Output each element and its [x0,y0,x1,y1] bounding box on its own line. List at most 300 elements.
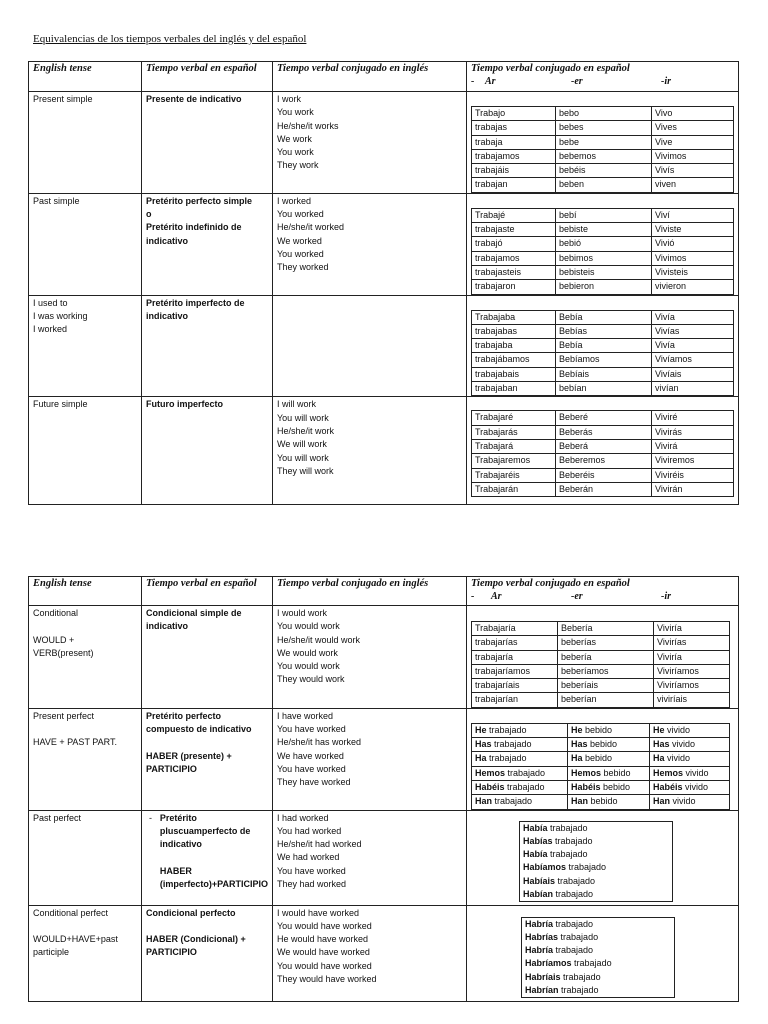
auxiliary-verb: Habrían [525,985,559,996]
conjugation-ir: Vivías [652,324,734,338]
conjugation-ir: vivieron [652,280,734,294]
participle: vivido [672,796,696,807]
conjugation-ar: Trabajarás [472,425,556,439]
spanish-conjugation-cell [467,606,739,709]
conjugation-ir [650,723,730,737]
english-tense-line [33,620,137,633]
conjugation-ir: Vivíamos [652,353,734,367]
conjugation-ar: Trabajarán [472,482,556,496]
conjugation-line [523,848,669,861]
auxiliary-verb: Has [571,739,588,750]
conjugation-row [472,439,734,453]
conjugation-ir: Vive [652,135,734,149]
participle: bebido [585,724,613,735]
conjugation-ar: trabajaban [472,382,556,396]
english-tense-cell [29,92,142,194]
conjugation-row [472,482,734,496]
spanish-tense-line: (imperfecto)+PARTICIPIO [159,879,268,890]
participle: bebido [590,796,618,807]
conjugation-row [472,107,734,121]
participle: trabajado [555,835,593,846]
spanish-tense-cell [142,606,273,709]
conjugation-er: bebisteis [556,265,652,279]
english-conjugation-line: You worked [277,209,324,220]
conjugation-ir: Viviré [652,411,734,425]
spanish-tense-line: compuesto de indicativo [146,724,252,735]
conjugation-er: bebían [556,382,652,396]
conjugation-ir: Vivisteis [652,265,734,279]
conjugation-er: bebieron [556,280,652,294]
conjugation-er: bebió [556,237,652,251]
english-conjugation-cell [273,295,467,397]
conjugation-ir: Viviremos [652,454,734,468]
english-tense-cell [29,810,142,905]
conjugation-ar: trabajamos [472,149,556,163]
conjugation-ir [650,752,730,766]
auxiliary-verb: Habías [523,835,553,846]
auxiliary-verb: Han [475,796,493,807]
auxiliary-verb: Hemos [653,767,684,778]
participle: trabajado [489,724,527,735]
conjugation-er [568,738,650,752]
english-conjugation-line: You have worked [277,724,346,735]
spanish-tense-line: Condicional perfecto [146,907,236,918]
table-row [29,810,739,905]
table-row [29,397,739,505]
conjugation-er: Bebíais [556,367,652,381]
participle: trabajado [563,971,601,982]
conjugation-er: Beberé [556,411,652,425]
conjugation-er: Bebíamos [556,353,652,367]
conjugation-er: Beberá [556,439,652,453]
auxiliary-verb: Habíamos [523,862,567,873]
english-tense-cell [29,606,142,709]
conjugation-ar: trabajasteis [472,265,556,279]
conjugation-er: Beberás [556,425,652,439]
english-conjugation-line: You work [277,147,314,158]
english-tense-line: Future simple [33,399,88,410]
header-spanish-tense: Tiempo verbal en español [142,62,273,92]
english-tense-line: Conditional perfect [33,907,109,918]
conjugation-row [472,324,734,338]
english-conjugation-cell [273,397,467,505]
spanish-tense-line: Futuro imperfecto [146,399,224,410]
conjugation-row [472,766,730,780]
table-row [29,92,739,194]
english-tense-line: Present simple [33,94,93,104]
auxiliary-verb: Habría [525,918,554,929]
spanish-tense-line: HABER (presente) + [146,750,232,761]
english-conjugation-line: We have worked [277,750,344,761]
spanish-tense-lines [160,812,268,892]
auxiliary-verb: Han [571,796,589,807]
auxiliary-verb: Hemos [571,767,602,778]
conjugation-ar: Trabajaría [472,622,558,636]
conjugation-grid [471,410,734,497]
conjugation-ar [472,795,568,809]
header-spanish-conjugated-2 [467,577,739,606]
english-conjugation-line: They work [277,160,319,171]
header-english-tense: English tense [29,62,142,92]
conjugation-box [521,917,675,999]
participle: trabajado [507,781,545,792]
conjugation-ar: Trabajo [472,107,556,121]
conjugation-er: Bebías [556,324,652,338]
participle: trabajado [574,958,612,969]
conjugation-er: bebo [556,107,652,121]
header-english-tense-2: English tense [29,577,142,606]
english-conjugation-line: They have worked [277,777,351,788]
participle: bebido [603,781,631,792]
english-tense-cell [29,397,142,505]
conjugation-row [472,752,730,766]
participle: vivido [672,739,696,750]
conjugation-ir: Vives [652,121,734,135]
auxiliary-verb: He [571,724,583,735]
conjugation-er: Beberán [556,482,652,496]
english-tense-line [33,920,137,933]
conjugation-ir: viviríais [654,693,730,707]
conjugation-er: bebe [556,135,652,149]
conjugation-ir [650,766,730,780]
conjugation-er: bebí [556,208,652,222]
english-conjugation-line: You have worked [277,865,346,876]
conjugation-row [472,468,734,482]
conjugation-row [472,411,734,425]
conjugation-row [472,723,730,737]
english-conjugation-line: You worked [277,248,324,259]
spanish-tense-line: Presente de indicativo [146,94,242,104]
participle: trabajado [557,875,596,886]
conjugation-line [523,835,669,848]
english-conjugation-line: You will work [277,412,329,423]
conjugation-line [523,875,669,888]
conjugation-ir: Vivirías [654,636,730,650]
conjugation-row [472,149,734,163]
conjugation-ar: trabajó [472,237,556,251]
conjugation-ar: Trabajé [472,208,556,222]
conjugation-row [472,367,734,381]
english-conjugation-line: You will work [277,452,329,463]
conjugation-ar [472,780,568,794]
participle: bebido [590,739,618,750]
spanish-tense-line: indicativo [146,621,189,632]
english-conjugation-cell [273,810,467,905]
conjugation-ir: Vivirá [652,439,734,453]
header-ar: Ar [485,76,496,87]
header-english-conjugated-2: Tiempo verbal conjugado en inglés [273,577,467,606]
participle: trabajado [494,796,533,807]
auxiliary-verb: Ha [475,753,487,764]
english-conjugation-line: I worked [277,195,312,206]
header-ar-2: Ar [491,591,502,602]
spanish-tense-line [146,736,268,749]
auxiliary-verb: He [653,724,665,735]
english-conjugation-line: He/she/it has worked [277,737,362,748]
conjugation-ir: Vivíais [652,367,734,381]
conjugation-ir: vivían [652,382,734,396]
english-tense-line: HAVE + PAST PART. [33,737,117,748]
english-tense-line [33,723,137,736]
conjugation-ar [472,766,568,780]
spanish-tense-line: Pretérito [159,812,197,823]
conjugation-ar: trabajaba [472,339,556,353]
spanish-tense-line: Pretérito indefinido de [146,222,242,233]
conjugation-er: bebería [558,650,654,664]
header-er: -er [571,76,583,87]
conjugation-ar: trabajaron [472,280,556,294]
conjugation-line [523,861,669,874]
spanish-tense-line: Condicional simple de [146,608,242,618]
english-conjugation-line: I have worked [277,710,334,721]
table-row [29,193,739,295]
header-spanish-conjugated [467,62,739,92]
auxiliary-verb: Habéis [475,781,505,792]
spanish-tense-line: pluscuamperfecto de [159,825,251,836]
spanish-conjugation-cell [467,92,739,194]
english-conjugation-line: We would have worked [277,947,370,958]
english-conjugation-line: You had worked [277,825,342,836]
conjugation-row [472,178,734,192]
conjugation-row [472,650,730,664]
auxiliary-verb: Ha [653,753,665,764]
participle: trabajado [560,931,599,942]
conjugation-er: beberíais [558,679,654,693]
conjugation-ir: Vivía [652,339,734,353]
spanish-conjugation-cell [467,905,739,1001]
conjugation-row [472,251,734,265]
auxiliary-verb: Hemos [475,767,506,778]
participle: trabajado [555,918,594,929]
spanish-tense-line [160,851,268,864]
conjugation-row [472,339,734,353]
english-conjugation-line: I had worked [277,812,329,823]
conjugation-row [472,237,734,251]
table2-body [29,606,739,1002]
english-conjugation-cell [273,606,467,709]
auxiliary-verb: Has [653,739,670,750]
participle: trabajado [507,767,546,778]
conjugation-line [525,957,671,970]
english-conjugation-line: They had worked [277,879,347,890]
english-conjugation-line: We work [277,133,312,144]
english-conjugation-line: I would have worked [277,907,360,918]
spanish-tense-cell [142,92,273,194]
conjugation-er [568,795,650,809]
conjugation-er: bebemos [556,149,652,163]
english-conjugation-line: He would have worked [277,934,369,945]
conjugation-row [472,280,734,294]
participle: trabajado [550,822,588,833]
english-tense-line: I used to [33,297,68,308]
table-row [29,606,739,709]
english-conjugation-line: He/she/it worked [277,222,345,233]
verb-table-1 [28,61,739,505]
conjugation-er [568,780,650,794]
conjugation-ar: trabajáis [472,164,556,178]
conjugation-er: Bebía [556,339,652,353]
conjugation-row [472,223,734,237]
spanish-tense-line: PARTICIPIO [146,947,197,958]
spanish-tense-line: Pretérito imperfecto de [146,297,245,308]
participle: vivido [685,781,709,792]
conjugation-row [472,382,734,396]
document-title: Equivalencias de los tiempos verbales del inglés y del español [33,33,307,45]
english-tense-line: Past perfect [33,812,82,823]
list-dash: - [149,812,152,823]
conjugation-ar: Trabajará [472,439,556,453]
conjugation-row [472,121,734,135]
conjugation-ir: Viviríamos [654,679,730,693]
auxiliary-verb: Habían [523,889,554,900]
participle: bebido [585,753,613,764]
participle: trabajado [494,739,532,750]
spanish-conjugation-cell [467,708,739,810]
header-english-conjugated: Tiempo verbal conjugado en inglés [273,62,467,92]
conjugation-ar [472,738,568,752]
english-conjugation-line: I work [277,94,302,104]
spanish-tense-cell [142,810,273,905]
english-tense-line: WOULD + [33,634,75,645]
header-ir-2: -ir [661,591,671,602]
conjugation-ar: trabaja [472,135,556,149]
english-tense-line: participle [33,947,70,958]
conjugation-line [525,931,671,944]
english-tense-cell [29,295,142,397]
conjugation-ir [650,780,730,794]
participle: bebido [603,767,631,778]
spanish-tense-line: Pretérito perfecto simple [146,195,253,206]
english-tense-line: I was working [33,310,88,321]
conjugation-ar: trabajaste [472,223,556,237]
auxiliary-verb: Habéis [653,781,683,792]
auxiliary-verb: Han [653,796,671,807]
auxiliary-verb: Ha [571,753,583,764]
conjugation-row [472,693,730,707]
conjugation-ar: trabajarían [472,693,558,707]
conjugation-er: beberías [558,636,654,650]
english-conjugation-line: You would work [277,661,340,672]
english-conjugation-line: They would have worked [277,974,377,985]
spanish-tense-line: HABER [159,865,192,876]
conjugation-ir: viven [652,178,734,192]
auxiliary-verb: Había [523,822,548,833]
auxiliary-verb: He [475,724,487,735]
conjugation-ir: Viviría [654,622,730,636]
verb-table-2 [28,576,739,1002]
table-row [29,905,739,1001]
auxiliary-verb: Habríamos [525,958,572,969]
conjugation-ar: Trabajaremos [472,454,556,468]
conjugation-ir: Vivía [652,310,734,324]
conjugation-row [472,310,734,324]
participle: trabajado [561,985,599,996]
conjugation-line [523,888,669,901]
spanish-tense-line [146,920,268,933]
english-tense-line: Past simple [33,195,80,206]
participle: trabajado [555,889,594,900]
conjugation-er: Bebía [556,310,652,324]
conjugation-row [472,780,730,794]
conjugation-er [568,723,650,737]
auxiliary-verb: Habría [525,945,554,956]
header-spanish-tense-2: Tiempo verbal en español [142,577,273,606]
conjugation-ar: trabajarías [472,636,558,650]
conjugation-line [523,822,669,835]
conjugation-row [472,164,734,178]
english-conjugation-line: He/she/it work [277,425,335,436]
spanish-tense-cell [142,193,273,295]
conjugation-ar: trabajaríamos [472,664,558,678]
conjugation-row [472,679,730,693]
conjugation-er: beben [556,178,652,192]
conjugation-ir: Vivirán [652,482,734,496]
english-tense-cell [29,193,142,295]
english-conjugation-line: We worked [277,235,322,246]
auxiliary-verb: Habéis [571,781,601,792]
english-conjugation-line: We would work [277,647,338,658]
conjugation-row [472,208,734,222]
spanish-conjugation-cell [467,193,739,295]
conjugation-er [568,766,650,780]
conjugation-box [519,821,673,903]
english-conjugation-line: I will work [277,399,317,410]
conjugation-ir: Vivo [652,107,734,121]
conjugation-ir: Viviste [652,223,734,237]
english-conjugation-cell [273,92,467,194]
conjugation-ar: trabajábamos [472,353,556,367]
header-ir: -ir [661,76,671,87]
participle: vivido [685,767,709,778]
conjugation-ar: trabajaría [472,650,558,664]
english-tense-cell [29,708,142,810]
conjugation-ir: Vivís [652,164,734,178]
english-tense-line: Conditional [33,608,79,618]
english-conjugation-line: They worked [277,262,329,273]
conjugation-er: bebiste [556,223,652,237]
header-spanish-conjugated-label-2: Tiempo verbal conjugado en español [471,578,630,589]
conjugation-er: bebimos [556,251,652,265]
conjugation-er: bebéis [556,164,652,178]
conjugation-ir: Vivió [652,237,734,251]
table1-body [29,92,739,505]
conjugation-row [472,353,734,367]
spanish-tense-line: o [146,209,152,220]
auxiliary-verb: Habríais [525,971,561,982]
conjugation-row [472,622,730,636]
conjugation-er: beberían [558,693,654,707]
spanish-tense-line: indicativo [146,310,189,321]
conjugation-er [568,752,650,766]
header-dash-2: - [471,591,475,602]
conjugation-grid [471,723,730,810]
english-conjugation-line: You would have worked [277,920,372,931]
conjugation-ar: Trabajaréis [472,468,556,482]
spanish-conjugation-cell [467,397,739,505]
auxiliary-verb: Has [475,739,492,750]
spanish-tense-cell [142,905,273,1001]
conjugation-ir: Viviría [654,650,730,664]
conjugation-ar: trabajaríais [472,679,558,693]
spanish-conjugation-cell [467,295,739,397]
english-conjugation-line: I would work [277,608,328,618]
participle: trabajado [550,849,588,860]
conjugation-ar: Trabajaba [472,310,556,324]
conjugation-ar [472,723,568,737]
conjugation-ir: Viví [652,208,734,222]
conjugation-er: Bebería [558,622,654,636]
spanish-tense-line: indicativo [159,839,202,850]
